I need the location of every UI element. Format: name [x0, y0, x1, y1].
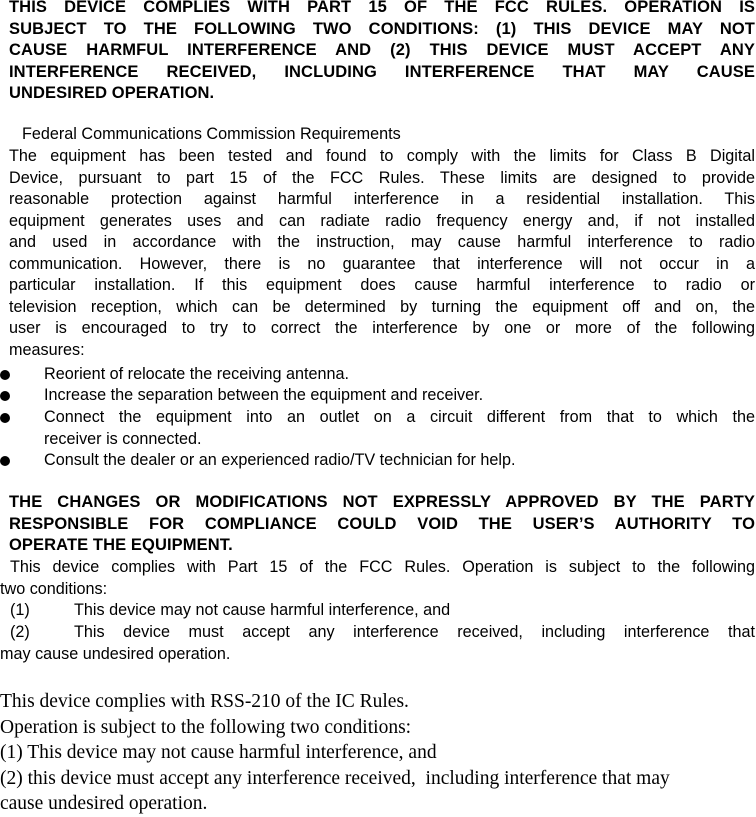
fcc-warning-line: THIS DEVICE COMPLIES WITH PART 15 OF THE FCC RULES. OPERATION IS: [9, 0, 755, 16]
requirements-line: Device, pursuant to part 15 of the FCC Rules. These limits are designed to provide: [9, 168, 755, 187]
changes-line: RESPONSIBLE FOR COMPLIANCE COULD VOID THE USER’S AUTHORITY TO: [9, 514, 755, 533]
requirements-line: user is encouraged to try to correct the interference by one or more of the following: [9, 319, 755, 337]
fcc-warning-line: CAUSE HARMFUL INTERFERENCE AND (2) THIS DEVICE MUST ACCEPT ANY: [9, 41, 755, 59]
condition-number: (2): [10, 623, 30, 641]
compliance-intro: [0, 557, 755, 600]
requirements-line: particular installation. If this equipment does cause harmful interference to radio or: [9, 276, 755, 294]
changes-line: OPERATE THE EQUIPMENT.: [9, 536, 233, 554]
requirements-line: reasonable protection against harmful interference in a residential installation. This: [9, 190, 755, 208]
condition-item: [0, 622, 755, 666]
fcc-warning-line: UNDESIRED OPERATION.: [9, 84, 215, 102]
bullet-icon: [0, 413, 10, 423]
condition-text: may cause undesired operation.: [0, 645, 231, 663]
fcc-warning-line: INTERFERENCE RECEIVED, INCLUDING INTERFERENCE THAT MAY CAUSE: [9, 62, 755, 81]
requirements-line: communication. However, there is no guarantee that interference will not occur in a: [9, 254, 755, 273]
condition-number: (1): [10, 601, 30, 619]
fcc-requirements-heading: Federal Communications Commission Requirements: [22, 125, 401, 143]
changes-warning-paragraph: [9, 492, 755, 557]
requirements-line: equipment generates uses and can radiate radio frequency energy and, if not installed: [9, 211, 755, 230]
changes-line: THE CHANGES OR MODIFICATIONS NOT EXPRESSLY APPROVED BY THE PARTY: [9, 493, 755, 511]
compliance-line: This device complies with Part 15 of the FCC Rules. Operation is subject to the following: [10, 558, 755, 576]
fcc-warning-paragraph: [9, 0, 755, 105]
ic-line: Operation is subject to the following two conditions:: [0, 716, 412, 738]
bullet-icon: [0, 456, 10, 466]
ic-line: cause undesired operation.: [0, 793, 208, 814]
ic-notice: [0, 689, 756, 817]
ic-line: This device complies with RSS-210 of the IC Rules.: [0, 691, 409, 712]
condition-text: This device must accept any interference received, including interference that: [74, 623, 755, 641]
fcc-requirements-paragraph: [9, 146, 755, 361]
ic-line: (1) This device may not cause harmful interference, and: [0, 742, 437, 763]
condition-text: This device may not cause harmful interference, and: [74, 601, 451, 619]
fcc-warning-line: SUBJECT TO THE FOLLOWING TWO CONDITIONS: (1) THIS DEVICE MAY NOT: [9, 19, 755, 38]
condition-item: [0, 600, 755, 622]
bullet-icon: [0, 391, 10, 401]
conditions-list: [0, 600, 755, 666]
requirements-line: television reception, which can be determined by turning the equipment off and on, the: [9, 297, 755, 316]
bullet-icon: [0, 370, 10, 380]
compliance-line: two conditions:: [0, 579, 108, 598]
requirements-line: and used in accordance with the instruction, may cause harmful interference to radio: [9, 233, 755, 251]
requirements-line: The equipment has been tested and found to comply with the limits for Class B Digital: [9, 147, 755, 165]
ic-line: (2) this device must accept any interference received, including interference that may: [0, 767, 670, 789]
requirements-line: measures:: [9, 340, 85, 359]
measures-list: Reorient of relocate the receiving antenna. Increase the separation between the equipment and receiver. Connect the equipment into an outlet on a circuit different from that to which the receiver is connected. Consult the dealer or an experienced radio/TV technician for help.: [0, 362, 756, 474]
